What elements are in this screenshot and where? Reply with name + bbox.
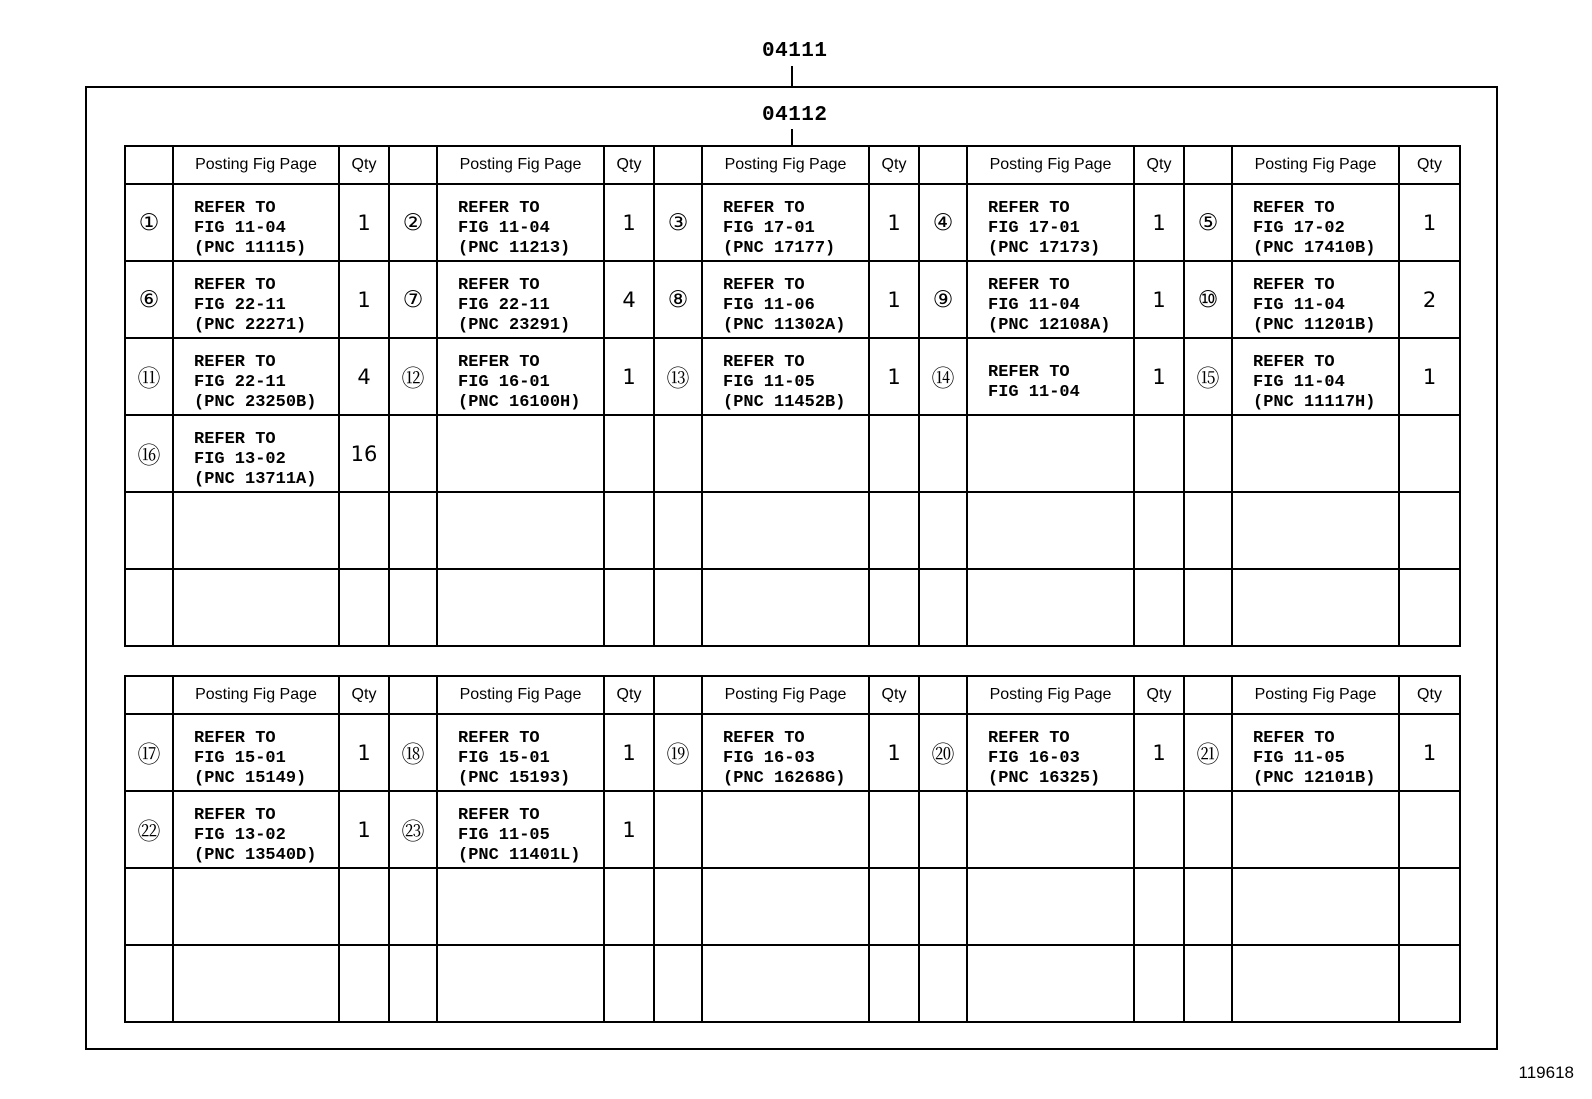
posting-reference	[702, 714, 869, 791]
posting-reference	[173, 569, 339, 646]
item-qty: 1	[604, 791, 654, 868]
header-qty: Qty	[1399, 146, 1460, 184]
reference-line: FIG 16-01	[458, 372, 550, 392]
posting-reference	[437, 714, 604, 791]
posting-reference	[173, 714, 339, 791]
reference-line: REFER TO	[723, 275, 805, 295]
header-num-blank	[125, 676, 173, 714]
reference-line: REFER TO	[458, 805, 540, 825]
item-qty	[869, 945, 919, 1022]
item-qty: 1	[604, 184, 654, 261]
reference-line: FIG 11-04	[988, 295, 1080, 315]
header-posting-fig-page: Posting Fig Page	[702, 146, 869, 184]
item-number	[919, 415, 967, 492]
item-number: ⑯	[125, 415, 173, 492]
header-qty: Qty	[339, 146, 389, 184]
item-qty: 4	[604, 261, 654, 338]
posting-reference	[967, 415, 1134, 492]
posting-reference	[437, 868, 604, 945]
header-qty: Qty	[604, 146, 654, 184]
item-number: ①	[125, 184, 173, 261]
reference-line: FIG 22-11	[458, 295, 550, 315]
posting-reference	[437, 261, 604, 338]
posting-reference	[1232, 945, 1399, 1022]
item-number	[125, 569, 173, 646]
item-number: ㉓	[389, 791, 437, 868]
table-row	[125, 868, 1460, 945]
reference-line: FIG 17-01	[988, 218, 1080, 238]
posting-reference	[173, 338, 339, 415]
posting-reference	[173, 492, 339, 569]
reference-line: (PNC 11452B)	[723, 392, 846, 412]
item-number: ⑥	[125, 261, 173, 338]
reference-line: REFER TO	[194, 728, 276, 748]
item-number	[919, 868, 967, 945]
posting-reference	[1232, 184, 1399, 261]
reference-line: (PNC 23291)	[458, 315, 571, 335]
item-number	[389, 945, 437, 1022]
posting-reference	[702, 791, 869, 868]
posting-reference	[437, 338, 604, 415]
reference-line: FIG 11-04	[1253, 372, 1345, 392]
posting-reference	[173, 868, 339, 945]
reference-line: REFER TO	[723, 352, 805, 372]
reference-line: REFER TO	[988, 728, 1070, 748]
header-qty: Qty	[1399, 676, 1460, 714]
posting-reference	[967, 184, 1134, 261]
reference-line: FIG 22-11	[194, 295, 286, 315]
reference-line: REFER TO	[723, 728, 805, 748]
reference-line: (PNC 16325)	[988, 768, 1101, 788]
posting-reference	[173, 791, 339, 868]
reference-line: FIG 11-04	[1253, 295, 1345, 315]
reference-line: REFER TO	[194, 429, 276, 449]
reference-line: (PNC 22271)	[194, 315, 307, 335]
item-number	[1184, 791, 1232, 868]
posting-reference	[1232, 338, 1399, 415]
item-number: ⑭	[919, 338, 967, 415]
item-qty: 1	[339, 791, 389, 868]
reference-line: FIG 15-01	[458, 748, 550, 768]
table-row	[125, 791, 1460, 868]
posting-reference	[437, 945, 604, 1022]
item-number	[389, 492, 437, 569]
reference-line: REFER TO	[1253, 728, 1335, 748]
posting-reference	[967, 492, 1134, 569]
item-qty	[1134, 945, 1184, 1022]
item-qty	[339, 945, 389, 1022]
header-qty: Qty	[604, 676, 654, 714]
reference-line: (PNC 11115)	[194, 238, 307, 258]
posting-reference	[1232, 868, 1399, 945]
item-qty	[604, 945, 654, 1022]
item-qty	[869, 492, 919, 569]
reference-line: REFER TO	[1253, 275, 1335, 295]
posting-reference	[1232, 714, 1399, 791]
reference-line: (PNC 17173)	[988, 238, 1101, 258]
item-number	[654, 945, 702, 1022]
header-num-blank	[125, 146, 173, 184]
item-number: ⑰	[125, 714, 173, 791]
reference-line: (PNC 13711A)	[194, 469, 317, 489]
item-number	[389, 569, 437, 646]
item-qty: 1	[339, 261, 389, 338]
reference-line: REFER TO	[458, 352, 540, 372]
item-qty	[339, 492, 389, 569]
item-qty: 1	[869, 184, 919, 261]
reference-line: REFER TO	[1253, 352, 1335, 372]
item-number	[125, 492, 173, 569]
reference-line: REFER TO	[194, 352, 276, 372]
item-number	[919, 945, 967, 1022]
item-qty	[339, 569, 389, 646]
reference-line: (PNC 11201B)	[1253, 315, 1376, 335]
table-row	[125, 569, 1460, 646]
item-qty: 1	[1399, 338, 1460, 415]
reference-line: REFER TO	[458, 275, 540, 295]
posting-reference	[702, 492, 869, 569]
header-num-blank	[1184, 676, 1232, 714]
reference-line: REFER TO	[988, 362, 1070, 382]
item-number: ④	[919, 184, 967, 261]
item-qty	[604, 415, 654, 492]
reference-line: FIG 22-11	[194, 372, 286, 392]
item-number	[654, 791, 702, 868]
reference-line: REFER TO	[194, 198, 276, 218]
item-number: ②	[389, 184, 437, 261]
reference-line: (PNC 17410B)	[1253, 238, 1376, 258]
item-qty	[1399, 569, 1460, 646]
header-posting-fig-page: Posting Fig Page	[437, 676, 604, 714]
item-qty: 1	[1134, 261, 1184, 338]
reference-line: REFER TO	[988, 275, 1070, 295]
item-qty	[604, 569, 654, 646]
header-qty: Qty	[1134, 676, 1184, 714]
header-num-blank	[919, 146, 967, 184]
posting-reference	[1232, 569, 1399, 646]
item-qty	[869, 415, 919, 492]
posting-reference	[173, 261, 339, 338]
posting-reference	[967, 714, 1134, 791]
item-number	[654, 569, 702, 646]
figure-id: 119618	[1518, 1063, 1574, 1082]
header-posting-fig-page: Posting Fig Page	[967, 146, 1134, 184]
item-number	[1184, 945, 1232, 1022]
posting-reference	[967, 945, 1134, 1022]
item-qty: 4	[339, 338, 389, 415]
reference-line: FIG 11-04	[988, 382, 1080, 402]
item-number: ⑤	[1184, 184, 1232, 261]
item-qty: 1	[604, 714, 654, 791]
header-qty: Qty	[339, 676, 389, 714]
header-num-blank	[654, 676, 702, 714]
item-number: ㉒	[125, 791, 173, 868]
posting-reference	[437, 791, 604, 868]
reference-line: (PNC 13540D)	[194, 845, 317, 865]
reference-line: (PNC 11401L)	[458, 845, 581, 865]
item-qty	[1399, 492, 1460, 569]
item-number: ㉑	[1184, 714, 1232, 791]
item-number: ⑱	[389, 714, 437, 791]
reference-line: FIG 11-05	[458, 825, 550, 845]
header-posting-fig-page: Posting Fig Page	[173, 146, 339, 184]
assembly-leader-line	[791, 66, 793, 86]
item-qty: 1	[869, 714, 919, 791]
posting-reference	[702, 184, 869, 261]
item-qty	[869, 569, 919, 646]
item-qty	[1134, 492, 1184, 569]
subassembly-label: 04112	[762, 104, 828, 127]
item-number: ③	[654, 184, 702, 261]
item-qty: 1	[1134, 714, 1184, 791]
posting-reference	[702, 569, 869, 646]
posting-reference	[967, 791, 1134, 868]
reference-line: (PNC 15149)	[194, 768, 307, 788]
reference-line: FIG 11-06	[723, 295, 815, 315]
posting-reference	[967, 868, 1134, 945]
item-qty: 1	[869, 261, 919, 338]
header-num-blank	[919, 676, 967, 714]
reference-line: FIG 16-03	[723, 748, 815, 768]
posting-reference	[702, 868, 869, 945]
posting-reference	[967, 338, 1134, 415]
reference-line: FIG 11-05	[1253, 748, 1345, 768]
reference-line: FIG 17-02	[1253, 218, 1345, 238]
reference-line: (PNC 11302A)	[723, 315, 846, 335]
item-number	[654, 415, 702, 492]
posting-reference	[1232, 261, 1399, 338]
item-qty	[1134, 791, 1184, 868]
parts-table-upper	[124, 145, 1461, 647]
item-qty	[1399, 868, 1460, 945]
reference-line: (PNC 16100H)	[458, 392, 581, 412]
item-number	[654, 868, 702, 945]
posting-reference	[967, 261, 1134, 338]
reference-line: REFER TO	[458, 198, 540, 218]
reference-line: FIG 13-02	[194, 449, 286, 469]
reference-line: REFER TO	[988, 198, 1070, 218]
reference-line: (PNC 15193)	[458, 768, 571, 788]
reference-line: REFER TO	[1253, 198, 1335, 218]
item-number: ⑫	[389, 338, 437, 415]
reference-line: FIG 16-03	[988, 748, 1080, 768]
item-qty: 16	[339, 415, 389, 492]
header-row	[125, 676, 1460, 714]
item-number: ⑨	[919, 261, 967, 338]
item-number: ⑩	[1184, 261, 1232, 338]
item-number	[125, 945, 173, 1022]
reference-line: (PNC 12101B)	[1253, 768, 1376, 788]
header-qty: Qty	[1134, 146, 1184, 184]
parts-table-lower	[124, 675, 1461, 1023]
reference-line: (PNC 11213)	[458, 238, 571, 258]
item-qty	[869, 868, 919, 945]
item-number	[654, 492, 702, 569]
item-qty: 2	[1399, 261, 1460, 338]
reference-line: FIG 11-05	[723, 372, 815, 392]
posting-reference	[437, 184, 604, 261]
item-qty	[1399, 791, 1460, 868]
item-number	[1184, 492, 1232, 569]
posting-reference	[702, 415, 869, 492]
header-posting-fig-page: Posting Fig Page	[173, 676, 339, 714]
header-qty: Qty	[869, 146, 919, 184]
posting-reference	[173, 184, 339, 261]
item-qty	[339, 868, 389, 945]
item-qty	[604, 492, 654, 569]
item-number	[919, 492, 967, 569]
posting-reference	[173, 415, 339, 492]
item-number: ⑬	[654, 338, 702, 415]
item-qty	[1134, 415, 1184, 492]
item-qty	[1134, 569, 1184, 646]
item-qty	[604, 868, 654, 945]
posting-reference	[1232, 492, 1399, 569]
reference-line: FIG 15-01	[194, 748, 286, 768]
reference-line: FIG 11-04	[194, 218, 286, 238]
posting-reference	[1232, 791, 1399, 868]
item-qty: 1	[869, 338, 919, 415]
item-qty	[869, 791, 919, 868]
posting-reference	[173, 945, 339, 1022]
reference-line: (PNC 17177)	[723, 238, 836, 258]
posting-reference	[702, 261, 869, 338]
item-number	[389, 415, 437, 492]
item-qty: 1	[339, 714, 389, 791]
reference-line: (PNC 12108A)	[988, 315, 1111, 335]
header-row	[125, 146, 1460, 184]
item-qty: 1	[604, 338, 654, 415]
posting-reference	[437, 415, 604, 492]
header-num-blank	[389, 146, 437, 184]
reference-line: FIG 17-01	[723, 218, 815, 238]
item-number	[1184, 415, 1232, 492]
item-number: ⑧	[654, 261, 702, 338]
header-qty: Qty	[869, 676, 919, 714]
item-number: ⑲	[654, 714, 702, 791]
table-row	[125, 714, 1460, 791]
posting-reference	[967, 569, 1134, 646]
posting-reference	[702, 338, 869, 415]
reference-line: (PNC 11117H)	[1253, 392, 1376, 412]
table-row	[125, 184, 1460, 261]
item-number	[389, 868, 437, 945]
reference-line: REFER TO	[194, 275, 276, 295]
item-number	[1184, 569, 1232, 646]
header-posting-fig-page: Posting Fig Page	[967, 676, 1134, 714]
item-qty	[1399, 415, 1460, 492]
header-num-blank	[1184, 146, 1232, 184]
item-qty: 1	[339, 184, 389, 261]
header-num-blank	[389, 676, 437, 714]
reference-line: FIG 11-04	[458, 218, 550, 238]
assembly-label: 04111	[762, 40, 828, 63]
item-number	[919, 791, 967, 868]
item-number: ⑮	[1184, 338, 1232, 415]
table-row	[125, 415, 1460, 492]
item-qty: 1	[1134, 184, 1184, 261]
reference-line: REFER TO	[194, 805, 276, 825]
reference-line: (PNC 23250B)	[194, 392, 317, 412]
reference-line: REFER TO	[458, 728, 540, 748]
reference-line: REFER TO	[723, 198, 805, 218]
subassembly-leader-line	[791, 129, 793, 146]
item-number	[1184, 868, 1232, 945]
posting-reference	[1232, 415, 1399, 492]
posting-reference	[437, 569, 604, 646]
table-row	[125, 945, 1460, 1022]
item-number	[125, 868, 173, 945]
header-posting-fig-page: Posting Fig Page	[1232, 676, 1399, 714]
item-qty: 1	[1399, 714, 1460, 791]
item-qty: 1	[1134, 338, 1184, 415]
item-number: ⑪	[125, 338, 173, 415]
header-num-blank	[654, 146, 702, 184]
header-posting-fig-page: Posting Fig Page	[702, 676, 869, 714]
item-qty: 1	[1399, 184, 1460, 261]
table-row	[125, 338, 1460, 415]
item-number	[919, 569, 967, 646]
reference-line: (PNC 16268G)	[723, 768, 846, 788]
item-number: ⑳	[919, 714, 967, 791]
table-row	[125, 261, 1460, 338]
posting-reference	[437, 492, 604, 569]
item-qty	[1134, 868, 1184, 945]
header-posting-fig-page: Posting Fig Page	[1232, 146, 1399, 184]
reference-line: FIG 13-02	[194, 825, 286, 845]
item-qty	[1399, 945, 1460, 1022]
table-row	[125, 492, 1460, 569]
posting-reference	[702, 945, 869, 1022]
header-posting-fig-page: Posting Fig Page	[437, 146, 604, 184]
item-number: ⑦	[389, 261, 437, 338]
